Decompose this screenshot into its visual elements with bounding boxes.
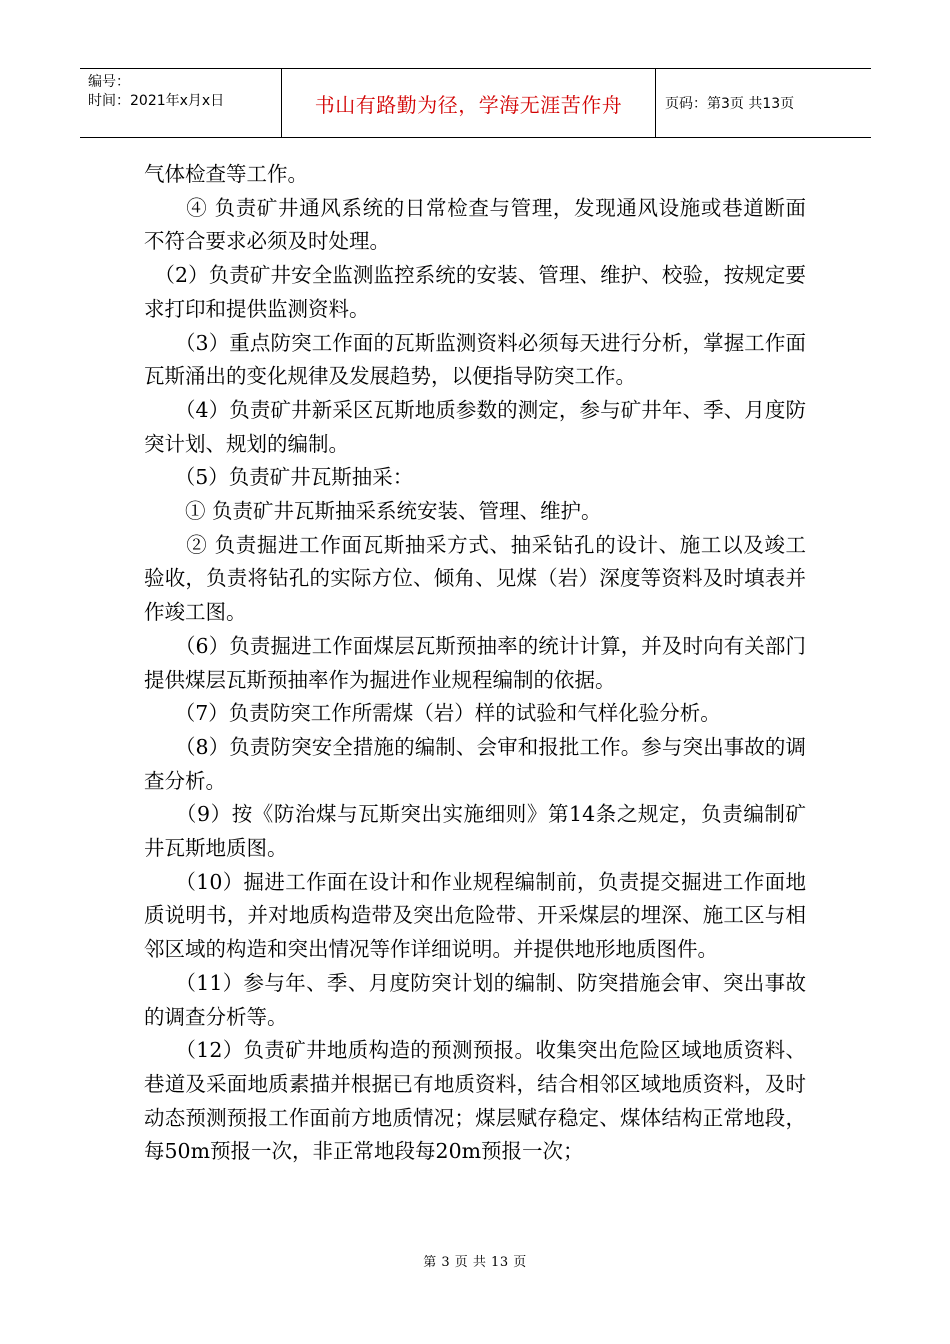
paragraph: （9）按《防治煤与瓦斯突出实施细则》第14条之规定，负责编制矿井瓦斯地质图。	[144, 802, 806, 861]
paragraph: 气体检查等工作。	[144, 162, 308, 186]
paragraph: （11）参与年、季、月度防突计划的编制、防突措施会审、突出事故的调查分析等。	[144, 970, 806, 1029]
paragraph: （3）重点防突工作面的瓦斯监测资料必须每天进行分析，掌握工作面瓦斯涌出的变化规律及发展趋势，以便指导防突工作。	[144, 330, 806, 389]
paragraph: ① 负责矿井瓦斯抽采系统安装、管理、维护。	[144, 499, 602, 524]
document-body	[144, 158, 806, 1169]
paragraph: （8）负责防突安全措施的编制、会审和报批工作。参与突出事故的调查分析。	[144, 734, 806, 793]
paragraph: ② 负责掘进工作面瓦斯抽采方式、抽采钻孔的设计、施工以及竣工验收，负责将钻孔的实际方位、倾角、见煤（岩）深度等资料及时填表并作竣工图。	[144, 532, 806, 625]
page-header	[80, 68, 871, 138]
document-time-label: 时间：2021年x月x日	[88, 93, 225, 109]
paragraph: （6）负责掘进工作面煤层瓦斯预抽率的统计计算，并及时向有关部门提供煤层瓦斯预抽率作为掘进作业规程编制的依据。	[144, 633, 806, 692]
header-page-number: 页码：第3页 共13页	[665, 96, 795, 112]
paragraph: （2）负责矿井安全监测监控系统的安装、管理、维护、校验，按规定要求打印和提供监测资料。	[144, 263, 806, 321]
paragraph: （5）负责矿井瓦斯抽采：	[144, 465, 414, 490]
header-motto: 书山有路勤为径，学海无涯苦作舟	[282, 69, 656, 137]
header-info-cell	[80, 69, 282, 137]
page-footer: 第 3 页 共 13 页	[423, 1255, 527, 1270]
paragraph: （10）掘进工作面在设计和作业规程编制前，负责提交掘进工作面地质说明书，并对地质构造带及突出危险带、开采煤层的埋深、施工区与相邻区域的构造和突出情况等作详细说明。并提供地形地质图件。	[144, 869, 806, 962]
paragraph: （4）负责矿井新采区瓦斯地质参数的测定，参与矿井年、季、月度防突计划、规划的编制。	[144, 397, 806, 456]
paragraph: ④ 负责矿井通风系统的日常检查与管理，发现通风设施或巷道断面不符合要求必须及时处理。	[144, 195, 806, 254]
paragraph: （12）负责矿井地质构造的预测预报。收集突出危险区域地质资料、巷道及采面地质素描并根据已有地质资料，结合相邻区域地质资料，及时动态预测预报工作面前方地质情况；煤层赋存稳定、煤体结构正常地段，每50m预报一次，非正常地段每20m预报一次；	[144, 1038, 806, 1164]
document-number-label: 编号：	[88, 74, 130, 90]
paragraph: （7）负责防突工作所需煤（岩）样的试验和气样化验分析。	[144, 701, 721, 726]
